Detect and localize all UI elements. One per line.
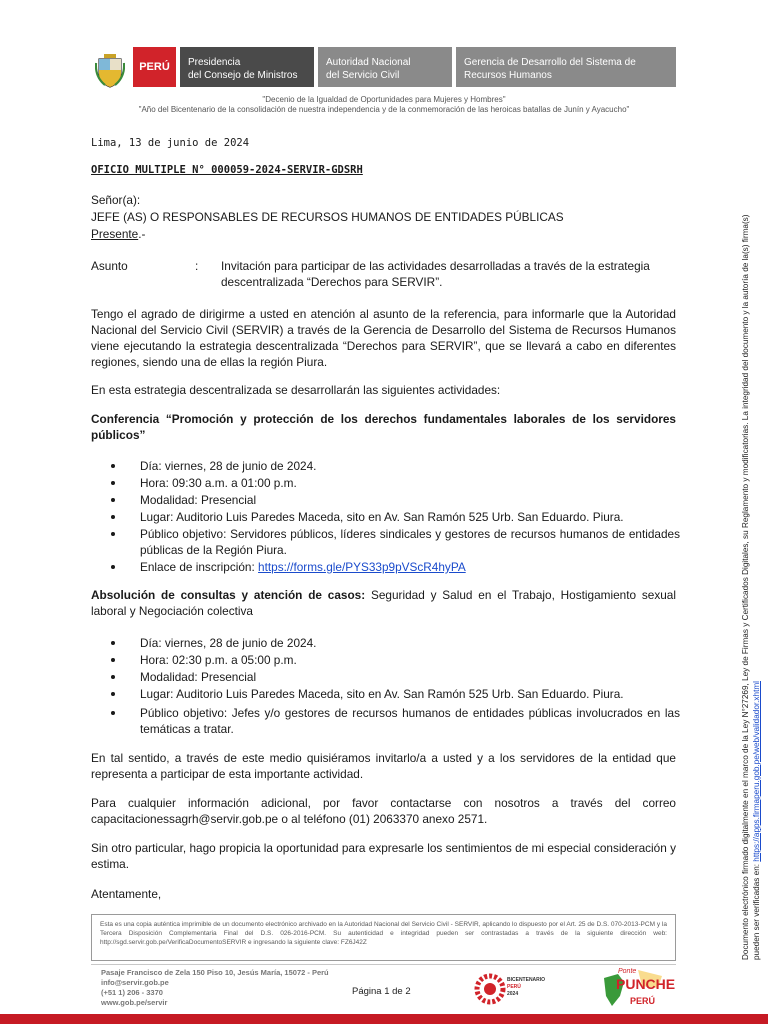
punche-peru: PERÚ	[630, 996, 656, 1006]
header-pcm-line2: del Consejo de Ministros	[188, 70, 298, 81]
list-item-text: Hora: 02:30 p.m. a 05:00 p.m.	[140, 653, 297, 667]
peru-coat-of-arms-icon	[95, 53, 125, 89]
motto-decenio: "Decenio de la Igualdad de Oportunidades para Mujeres y Hombres"	[262, 95, 506, 104]
bicentenario-year: 2024	[507, 991, 519, 997]
list-item-text: Público objetivo: Jefes y/o gestores de recursos humanos de entidades públicas involucrados en las temáticas a tratar.	[140, 706, 680, 736]
footer-address	[101, 968, 329, 1008]
signature-line2	[751, 140, 762, 960]
absolucion-paragraph	[91, 587, 676, 619]
bullet-icon	[111, 675, 115, 679]
motto-bicentenario: "Año del Bicentenario de la consolidación de nuestra independencia y de la conmemoración de las heroicas batallas de Junín y Ayacucho"	[138, 105, 630, 114]
bullet-icon	[111, 565, 115, 569]
peru-badge	[133, 47, 176, 87]
list-item-text: Lugar: Auditorio Luis Paredes Maceda, sito en Av. San Ramón 525 Urb. San Eduardo. Piura.	[140, 687, 624, 701]
presente-word: Presente	[91, 227, 139, 241]
conference-title: Conferencia “Promoción y protección de los derechos fundamentales laborales de los servidores públicos”	[91, 412, 676, 442]
header-servir-line2: del Servicio Civil	[326, 70, 400, 81]
list-item-text: Día: viernes, 28 de junio de 2024.	[140, 459, 317, 473]
oficio-number: OFICIO MULTIPLE N° 000059-2024-SERVIR-GDSRH	[91, 164, 363, 176]
bullet-icon	[111, 641, 115, 645]
bullet-icon	[111, 464, 115, 468]
punche-ponte: Ponte	[618, 968, 637, 975]
header-pcm-line1: Presidencia	[188, 57, 241, 68]
bullet-icon	[111, 515, 115, 519]
enlace-line	[140, 559, 680, 575]
authenticity-notice: Esta es una copia auténtica imprimible de un documento electrónico archivado en la Autoridad Nacional del Servicio Civil - SERVIR, aplicando lo dispuesto por el Art. 25 de D.S. 070-2013-PCM y la Tercera Disposición Complementaria Final del D.S. 026-2016-PCM. Su autenticidad e integridad pueden ser contrastadas a través de la siguiente dirección web: http://sgd.servir.gob.pe/VerificaDocumentoSERVIR e ingresando la siguiente clave: FZ6J42Z	[91, 914, 676, 961]
activities-intro: En esta estrategia descentralizada se desarrollarán las siguientes actividades:	[91, 383, 501, 397]
bicentenario-emblem-icon	[473, 972, 507, 1006]
registration-link[interactable]: https://forms.gle/PYS33p9pVScR4hyPA	[258, 560, 466, 574]
bicentenario-logo	[473, 972, 546, 1006]
letter-date: Lima, 13 de junio de 2024	[91, 137, 250, 149]
ponte-punche-logo	[598, 966, 676, 1010]
asunto-text	[221, 258, 691, 290]
bullet-icon	[111, 692, 115, 696]
asunto-colon: :	[195, 259, 199, 273]
punche-word: PUNCHE	[616, 976, 676, 992]
list-item-text: Día: viernes, 28 de junio de 2024.	[140, 636, 317, 650]
absolucion-title: Absolución de consultas y atención de casos:	[91, 588, 366, 602]
header-servir-box	[318, 47, 452, 87]
presente-line	[91, 226, 145, 242]
website-line: www.gob.pe/servir	[101, 998, 168, 1007]
header-gdsrh-box	[456, 47, 676, 87]
bicentenario-country: PERÚ	[507, 984, 521, 990]
intro-paragraph: Tengo el agrado de dirigirme a usted en atención al asunto de la referencia, para informarle que la Autoridad Nacional del Servicio Civil (SERVIR) a través de la Gerencia de Desarrollo del Sistema de Recursos Humanos viene ejecutando la estrategia descentralizada “Derechos para SERVIR”, que se llevará a cabo en diferentes regiones, siendo una de ellas la región Piura.	[91, 307, 676, 369]
list-item-text: Modalidad: Presencial	[140, 493, 257, 507]
digital-signature-notice	[740, 140, 762, 960]
bottom-red-bar	[0, 1014, 768, 1024]
list-item-text: Hora: 09:30 a.m. a 01:00 p.m.	[140, 476, 297, 490]
bicentenario-text: BICENTENARIO	[507, 977, 546, 983]
signature-line1: Documento electrónico firmado digitalmente en el marco de la Ley N°27269, Ley de Firmas y Certificados Digitales, su Reglamento y modificatorias. La integridad del documento y la autoría de la(s) firma(s)	[741, 214, 750, 960]
absolucion-topics: Seguridad y Salud en el Trabajo, Hostigamiento sexual laboral y Negociación colectiva	[91, 588, 676, 618]
asunto-line1: Invitación para participar de las actividades desarrolladas a través de la estrategia	[221, 259, 650, 273]
header-gdsrh-line1: Gerencia de Desarrollo del Sistema de	[464, 57, 636, 68]
list-item-text: Modalidad: Presencial	[140, 670, 257, 684]
signoff: Atentamente,	[91, 887, 162, 901]
footer-divider	[91, 964, 676, 965]
contact-paragraph: Para cualquier información adicional, por favor contactarse con nosotros a través del correo capacitacionessagrh@servir.gob.pe o al teléfono (01) 2063370 anexo 2571.	[91, 796, 676, 826]
header-gdsrh-line2: Recursos Humanos	[464, 70, 552, 81]
page-number: Página 1 de 2	[352, 986, 411, 997]
asunto-line2: descentralizada “Derechos para SERVIR”.	[221, 275, 443, 289]
bullet-icon	[111, 481, 115, 485]
bullet-icon	[111, 532, 115, 536]
header-servir-line1: Autoridad Nacional	[326, 57, 411, 68]
list-item-text: Lugar: Auditorio Luis Paredes Maceda, sito en Av. San Ramón 525 Urb. San Eduardo. Piura.	[140, 510, 624, 524]
salutation: Señor(a):	[91, 193, 141, 207]
recipient: JEFE (AS) O RESPONSABLES DE RECURSOS HUMANOS DE ENTIDADES PÚBLICAS	[91, 210, 564, 224]
signature-verify-prefix: pueden ser verificadas en:	[752, 861, 761, 960]
bullet-icon	[111, 658, 115, 662]
bullet-icon	[111, 711, 115, 715]
email-line: info@servir.gob.pe	[101, 978, 169, 987]
address-line: Pasaje Francisco de Zela 150 Piso 10, Jesús María, 15072 - Perú	[101, 968, 329, 977]
bullet-icon	[111, 498, 115, 502]
presente-suffix: .-	[138, 227, 146, 241]
closing-paragraph: Sin otro particular, hago propicia la oportunidad para expresarle los sentimientos de mi especial consideración y estima.	[91, 841, 676, 871]
invite-paragraph: En tal sentido, a través de este medio quisiéramos invitarlo/a a usted y a los servidores de la entidad que representa a participar de esta importante actividad.	[91, 751, 676, 781]
asunto-label: Asunto	[91, 259, 128, 273]
phone-line: (+51 1) 206 - 3370	[101, 988, 163, 997]
validator-link[interactable]: https://apps.firmaperu.gob.pe/web/validador.xhtml	[752, 681, 761, 862]
list-item-text: Público objetivo: Servidores públicos, líderes sindicales y gestores de recursos humanos de entidades públicas de la Región Piura.	[140, 527, 680, 557]
enlace-label: Enlace de inscripción:	[140, 560, 259, 574]
peru-label: PERÚ	[139, 61, 170, 73]
header-pcm-box	[180, 47, 314, 87]
